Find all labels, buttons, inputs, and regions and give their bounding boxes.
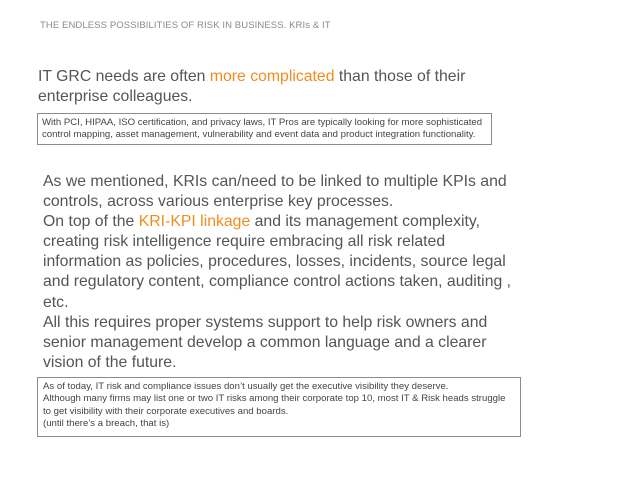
headline-accent: more complicated [209,68,335,85]
body-paragraph-2-start: On top of the [43,213,139,231]
headline-text-start: IT GRC needs are often [38,68,210,85]
callout-box-bottom-line-2: Although many firms may list one or two IT risks among their corporate top 10, most IT & Risk heads struggle to get visibility with their corporate executives and boards. [43,393,506,417]
body-paragraph-1: As we mentioned, KRIs can/need to be linked to multiple KPIs and controls, across various enterprise key processes. [43,173,507,211]
callout-box-bottom-line-3: (until there’s a breach, that is) [43,418,170,430]
slide-header: THE ENDLESS POSSIBILITIES OF RISK IN BUSINESS. KRIs & IT [40,20,331,31]
body-paragraph-2-accent: KRI-KPI linkage [138,213,251,231]
main-body [43,172,523,373]
body-paragraph-2-end: and its management complexity, creating risk intelligence require embracing all risk related information as policies, procedures, losses, incidents, source legal and regulatory content, compliance control actions taken, auditing , etc. [43,213,512,311]
callout-box-bottom [37,377,521,437]
body-paragraph-2 [43,212,523,312]
headline-text-end: than those of their enterprise colleagues. [38,68,466,105]
headline [38,67,508,107]
callout-box-bottom-line-1: As of today, IT risk and compliance issues don’t usually get the executive visibility they deserve. [43,381,449,392]
callout-box-top [37,113,492,145]
body-paragraph-3: All this requires proper systems support to help risk owners and senior management develop a common language and a clearer vision of the future. [43,313,488,371]
callout-box-top-text: With PCI, HIPAA, ISO certification, and privacy laws, IT Pros are typically looking for more sophisticated control mapping, asset management, vulnerability and event data and product integration functionality. [42,117,483,141]
